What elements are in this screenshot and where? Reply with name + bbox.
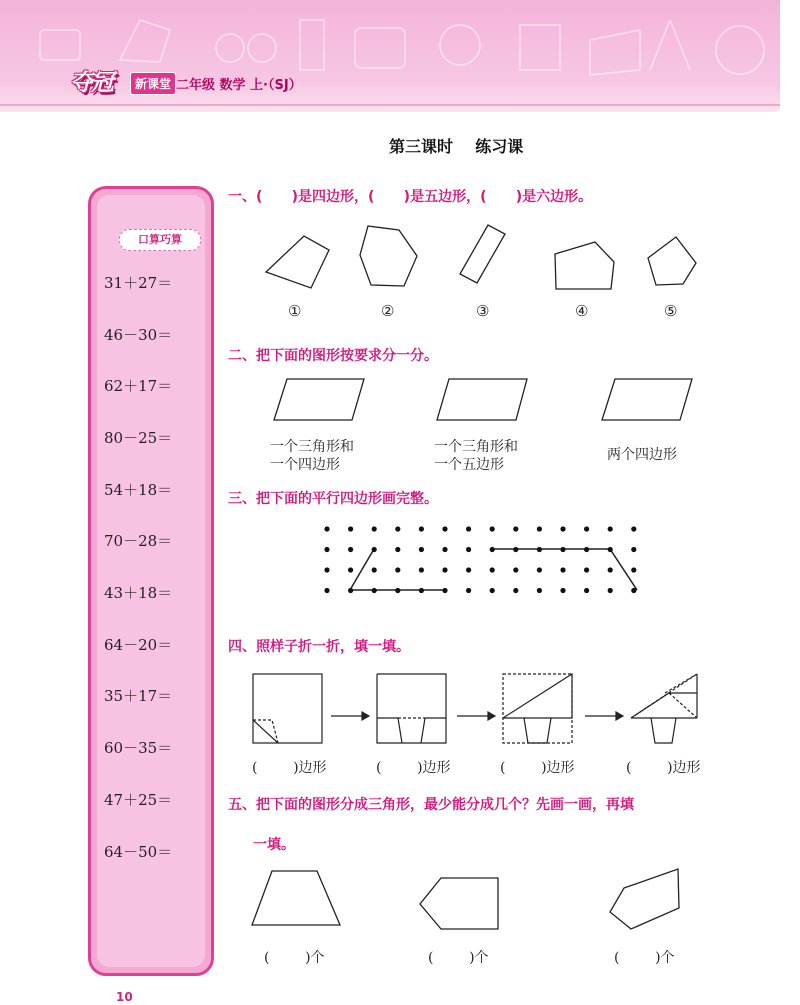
shape-label: ⑤ xyxy=(664,302,678,320)
blank-answer[interactable]: ( )边形 xyxy=(376,760,451,776)
caption-line: 一个三角形和 xyxy=(434,439,518,455)
question-1: 一、( )是四边形，( )是五边形，( )是六边形。 xyxy=(228,189,593,205)
blank-answer[interactable]: ( )边形 xyxy=(500,760,575,776)
question-3: 三、把下面的平行四边形画完整。 xyxy=(228,491,438,507)
blank-answer[interactable]: ( )边形 xyxy=(626,760,701,776)
calc-item: 54＋18＝ xyxy=(104,481,173,499)
brand-logo: 夺冠 xyxy=(70,70,112,96)
calc-item: 35＋17＝ xyxy=(104,687,173,705)
blank-answer[interactable]: ( )个 xyxy=(614,950,675,966)
calc-item: 43＋18＝ xyxy=(104,584,173,602)
question-5: 五、把下面的图形分成三角形，最少能分成几个？先画一画，再填 xyxy=(228,797,634,813)
calc-item: 31＋27＝ xyxy=(104,274,173,292)
shape-label: ④ xyxy=(575,302,589,320)
calc-item: 70－28＝ xyxy=(104,532,173,550)
question-5-cont: 一填。 xyxy=(253,837,295,853)
shape-label: ③ xyxy=(476,302,490,320)
pentagon xyxy=(420,878,498,929)
caption-line: 一个三角形和 xyxy=(270,439,354,455)
calc-item: 62＋17＝ xyxy=(104,377,173,395)
brand-logo-sub: 新课堂 xyxy=(130,72,176,95)
question-2: 二、把下面的图形按要求分一分。 xyxy=(228,348,438,364)
shape-label: ② xyxy=(381,302,395,320)
trapezoid xyxy=(252,871,340,925)
calc-item: 47＋25＝ xyxy=(104,791,173,809)
calc-item: 80－25＝ xyxy=(104,429,173,447)
caption-line: 一个四边形 xyxy=(270,457,340,473)
caption-line: 两个四边形 xyxy=(607,447,677,463)
calc-item: 64－20＝ xyxy=(104,636,173,654)
blank-answer[interactable]: ( )个 xyxy=(264,950,325,966)
lesson-title: 第三课时 练习课 xyxy=(389,137,524,156)
question-4: 四、照样子折一折，填一填。 xyxy=(228,639,410,655)
calc-item: 60－35＝ xyxy=(104,739,173,757)
header-title: 二年级 数学 上·（SJ） xyxy=(176,78,302,93)
calc-item: 64－50＝ xyxy=(104,843,173,861)
blank-answer[interactable]: ( )个 xyxy=(428,950,489,966)
caption-line: 一个五边形 xyxy=(434,457,504,473)
irregular-pentagon xyxy=(610,869,679,929)
page-number: 10 xyxy=(116,990,133,1004)
calc-item: 46－30＝ xyxy=(104,326,173,344)
sidebar-badge: 口算巧算 xyxy=(119,229,201,251)
blank-answer[interactable]: ( )边形 xyxy=(252,760,327,776)
shape-label: ① xyxy=(288,302,302,320)
